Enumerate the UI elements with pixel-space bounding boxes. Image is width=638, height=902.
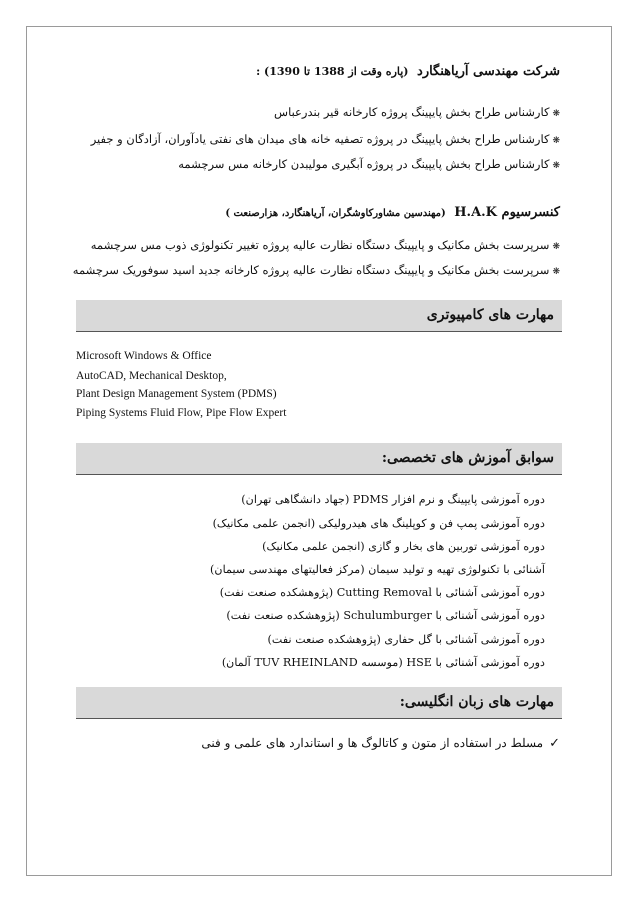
computer-skill-item: Plant Design Management System (PDMS): [76, 388, 277, 400]
bullet-icon: ❋: [552, 161, 560, 171]
training-item: دوره آموزشی آشنائی با Cutting Removal (پژوهشکده صنعت نفت): [219, 586, 545, 599]
bullet-icon: ❋: [552, 267, 560, 277]
computer-skills-heading: مهارت های کامپیوتری: [426, 307, 554, 323]
company-heading: [256, 64, 560, 79]
company-item-2: ❋کارشناس طراح بخش پایپینگ در پروژه تصفیه خانه های میدان های نفتی یادآوران، آزادگان و جفیر: [60, 131, 560, 149]
company-title: شرکت مهندسی آریاهنگارد: [417, 64, 560, 79]
bullet-icon: ❋: [552, 136, 560, 146]
check-icon: ✓: [549, 736, 560, 751]
english-heading: مهارت های زبان انگلیسی:: [399, 694, 554, 710]
company-item-1: ❋کارشناس طراح بخش پایپینگ پروژه کارخانه قیر بندرعباس: [60, 104, 560, 122]
computer-skills-header: [76, 300, 562, 332]
computer-skill-item: Piping Systems Fluid Flow, Pipe Flow Expert: [76, 407, 287, 419]
bullet-icon: ❋: [552, 242, 560, 252]
training-item: دوره آموزشی توربین های بخار و گازی (انجمن علمی مکانیک): [262, 540, 545, 553]
consortium-item-2: ❋سرپرست بخش مکانیک و پایپینگ دستگاه نظارت عالیه پروژه کارخانه جدید اسید سوفوریک سرچشمه: [60, 262, 560, 280]
training-item: دوره آموزشی آشنائی با گل حفاری (پژوهشکده صنعت نفت): [267, 633, 545, 646]
company-item-3: ❋کارشناس طراح بخش پایپینگ در پروژه آبگیری مولیبدن کارخانه مس سرچشمه: [60, 156, 560, 174]
computer-skill-item: AutoCAD, Mechanical Desktop,: [76, 370, 227, 382]
training-item: دوره آموزشی پمپ فن و کوپلینگ های هیدرولیکی (انجمن علمی مکانیک): [212, 517, 545, 530]
bullet-icon: ❋: [552, 109, 560, 119]
consortium-title: کنسرسیوم H.A.K: [454, 205, 560, 220]
company-dates: (پاره وقت از 1388 تا 1390) :: [256, 65, 409, 78]
training-item: دوره آموزشی آشنائی با HSE (موسسه TUV RHEINLAND آلمان): [221, 656, 545, 669]
training-header: [76, 443, 562, 475]
english-item: ✓مسلط در استفاده از متون و کاتالوگ ها و استاندارد های علمی و فنی: [201, 736, 560, 751]
english-header: [76, 687, 562, 719]
training-item: آشنائی با تکنولوژی تهیه و تولید سیمان (مرکز فعالیتهای مهندسی سیمان): [210, 563, 545, 576]
consortium-members: (مهندسین مشاورکاوشگران، آریاهنگارد، هزارصنعت ): [225, 208, 446, 219]
training-heading: سوابق آموزش های تخصصی:: [381, 450, 554, 466]
consortium-heading: [225, 205, 560, 220]
computer-skill-item: Microsoft Windows & Office: [76, 350, 212, 362]
training-item: دوره آموزشی پایپینگ و نرم افزار PDMS (جهاد دانشگاهی تهران): [241, 493, 545, 506]
training-item: دوره آموزشی آشنائی با Schulumburger (پژوهشکده صنعت نفت): [226, 609, 545, 622]
consortium-item-1: ❋سرپرست بخش مکانیک و پایپینگ دستگاه نظارت عالیه پروژه تغییر تکنولوژی ذوب مس سرچشمه: [60, 237, 560, 255]
